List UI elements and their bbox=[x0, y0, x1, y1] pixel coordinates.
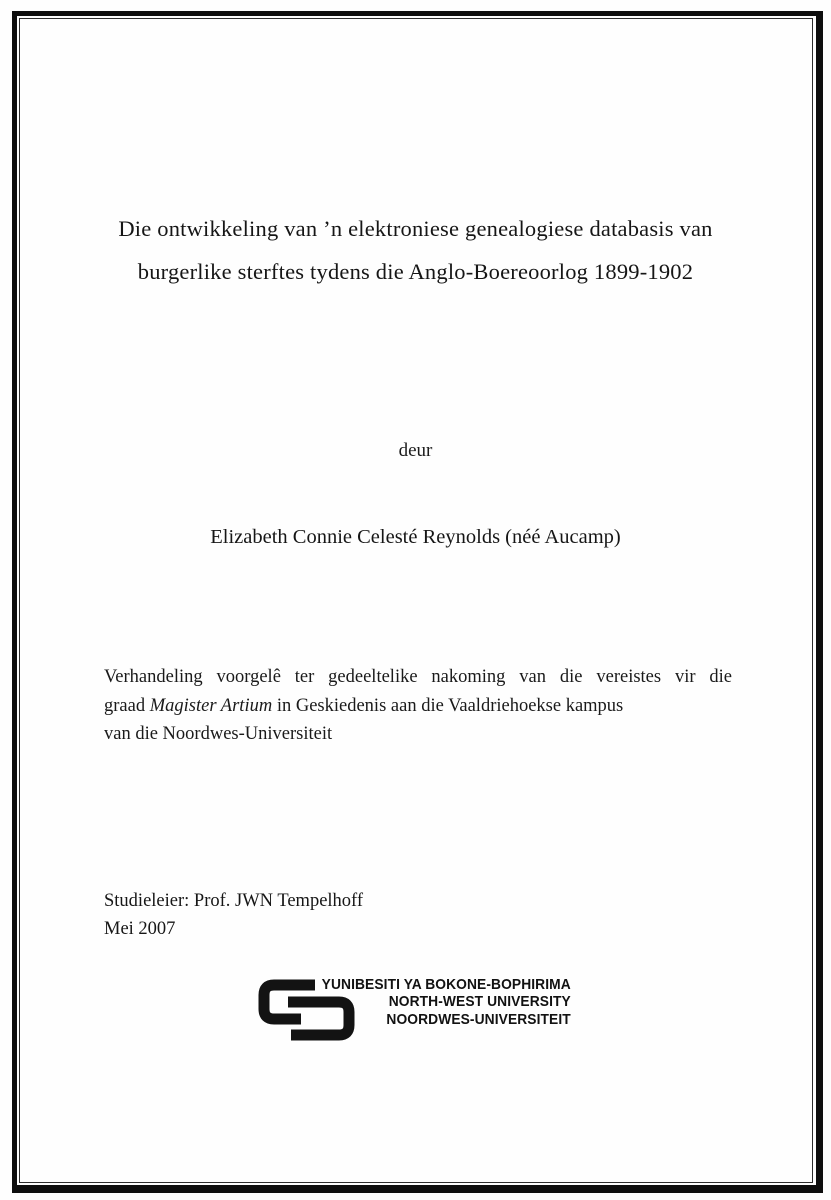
university-name-afrikaans: NOORDWES-UNIVERSITEIT bbox=[386, 1010, 571, 1028]
page-title bbox=[70, 207, 761, 293]
title-line-1: Die ontwikkeling van ’n elektroniese genealogiese databasis van bbox=[118, 216, 713, 241]
supervisor-line: Studieleier: Prof. JWN Tempelhoff bbox=[104, 891, 364, 911]
title-line-2: burgerlike sterftes tydens die Anglo-Boereoorlog 1899-1902 bbox=[137, 259, 694, 284]
date-line: Mei 2007 bbox=[104, 919, 176, 939]
thesis-line-2-post: in Geskiedenis aan die Vaaldriehoekse kampus bbox=[272, 695, 624, 716]
author-name: Elizabeth Connie Celesté Reynolds (néé Aucamp) bbox=[210, 526, 621, 548]
thesis-line-1: Verhandeling voorgelê ter gedeeltelike nakoming van die vereistes vir die bbox=[104, 667, 732, 687]
university-name-setswana: YUNIBESITI YA BOKONE-BOPHIRIMA bbox=[321, 976, 571, 993]
university-name-block bbox=[322, 976, 571, 1028]
university-name-english: NORTH-WEST UNIVERSITY bbox=[388, 993, 571, 1011]
thesis-statement bbox=[104, 663, 732, 749]
thesis-line-3: van die Noordwes-Universiteit bbox=[104, 724, 333, 744]
thesis-line-2-pre: graad bbox=[104, 695, 150, 716]
thesis-degree-name: Magister Artium bbox=[149, 695, 273, 716]
byline-label: deur bbox=[398, 440, 433, 461]
supervisor-block bbox=[104, 887, 363, 943]
thesis-line-2 bbox=[104, 692, 732, 721]
